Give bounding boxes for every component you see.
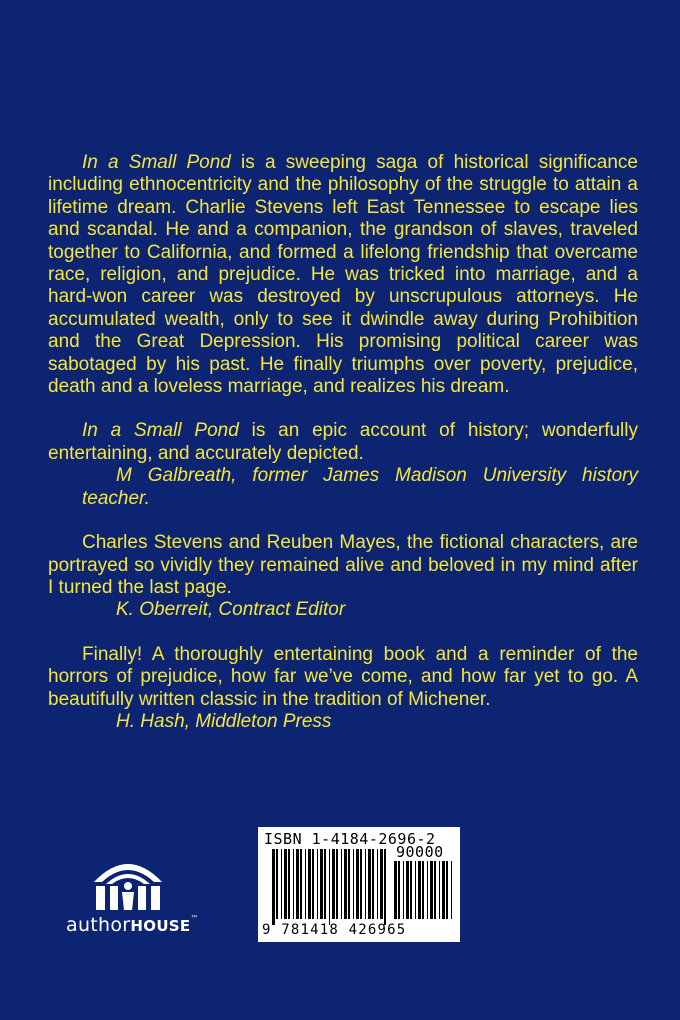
synopsis-text: is a sweeping saga of historical significance including ethnocentricity and the philosophy of the struggle to attain a lifetime dream. Charlie Stevens left East Tennessee to escape lies and scandal. He and a companion, the grandson of slaves, traveled together to California, and formed a lifelong friendship that overcame race, religion, and prejudice. He was tricked into marriage, and a hard-won career was destroyed by unscrupulous attorneys. He accumulated wealth, only to see it dwindle away during Prohibition and the Great Depression. His promising political career was sabotaged by his past. He finally triumphs over poverty, prejudice, death and a loveless marriage, and realizes his dream. bbox=[48, 152, 639, 398]
price-code: 90000 bbox=[396, 843, 444, 861]
publisher-wordmark bbox=[66, 914, 216, 936]
isbn-label: ISBN 1-4184-2696-2 bbox=[264, 830, 436, 848]
review-1-attribution: M Galbreath, former James Madison University history teacher. bbox=[82, 465, 638, 509]
review-3-attribution: H. Hash, Middleton Press bbox=[116, 710, 332, 732]
review-3-text: Finally! A thoroughly entertaining book and a reminder of the horrors of prejudice, how far we’ve come, and how far yet to go. A beautifully written classic in the tradition of Michener. bbox=[48, 643, 638, 710]
review-1-title-italic: In a Small Pond bbox=[82, 420, 239, 442]
isbn-barcode bbox=[258, 827, 460, 942]
review-1-body: is an epic account of history; wonderfully entertaining, and accurately depicted. bbox=[48, 420, 638, 464]
book-title-italic: In a Small Pond bbox=[82, 152, 231, 173]
review-1-text bbox=[48, 420, 638, 465]
ean-number: 9 781418 426965 bbox=[262, 922, 407, 938]
trademark-symbol: ™ bbox=[190, 914, 199, 923]
synopsis-paragraph bbox=[48, 152, 638, 398]
publisher-name-suffix: HOUSE bbox=[130, 917, 191, 935]
review-2-text: Charles Stevens and Reuben Mayes, the fictional characters, are portrayed so vividly they remained alive and beloved in my mind after I turned the last page. bbox=[48, 532, 638, 598]
publisher-name-prefix: author bbox=[66, 914, 131, 936]
back-cover-blurb bbox=[48, 152, 638, 733]
review-2-attribution: K. Oberreit, Contract Editor bbox=[116, 599, 346, 621]
